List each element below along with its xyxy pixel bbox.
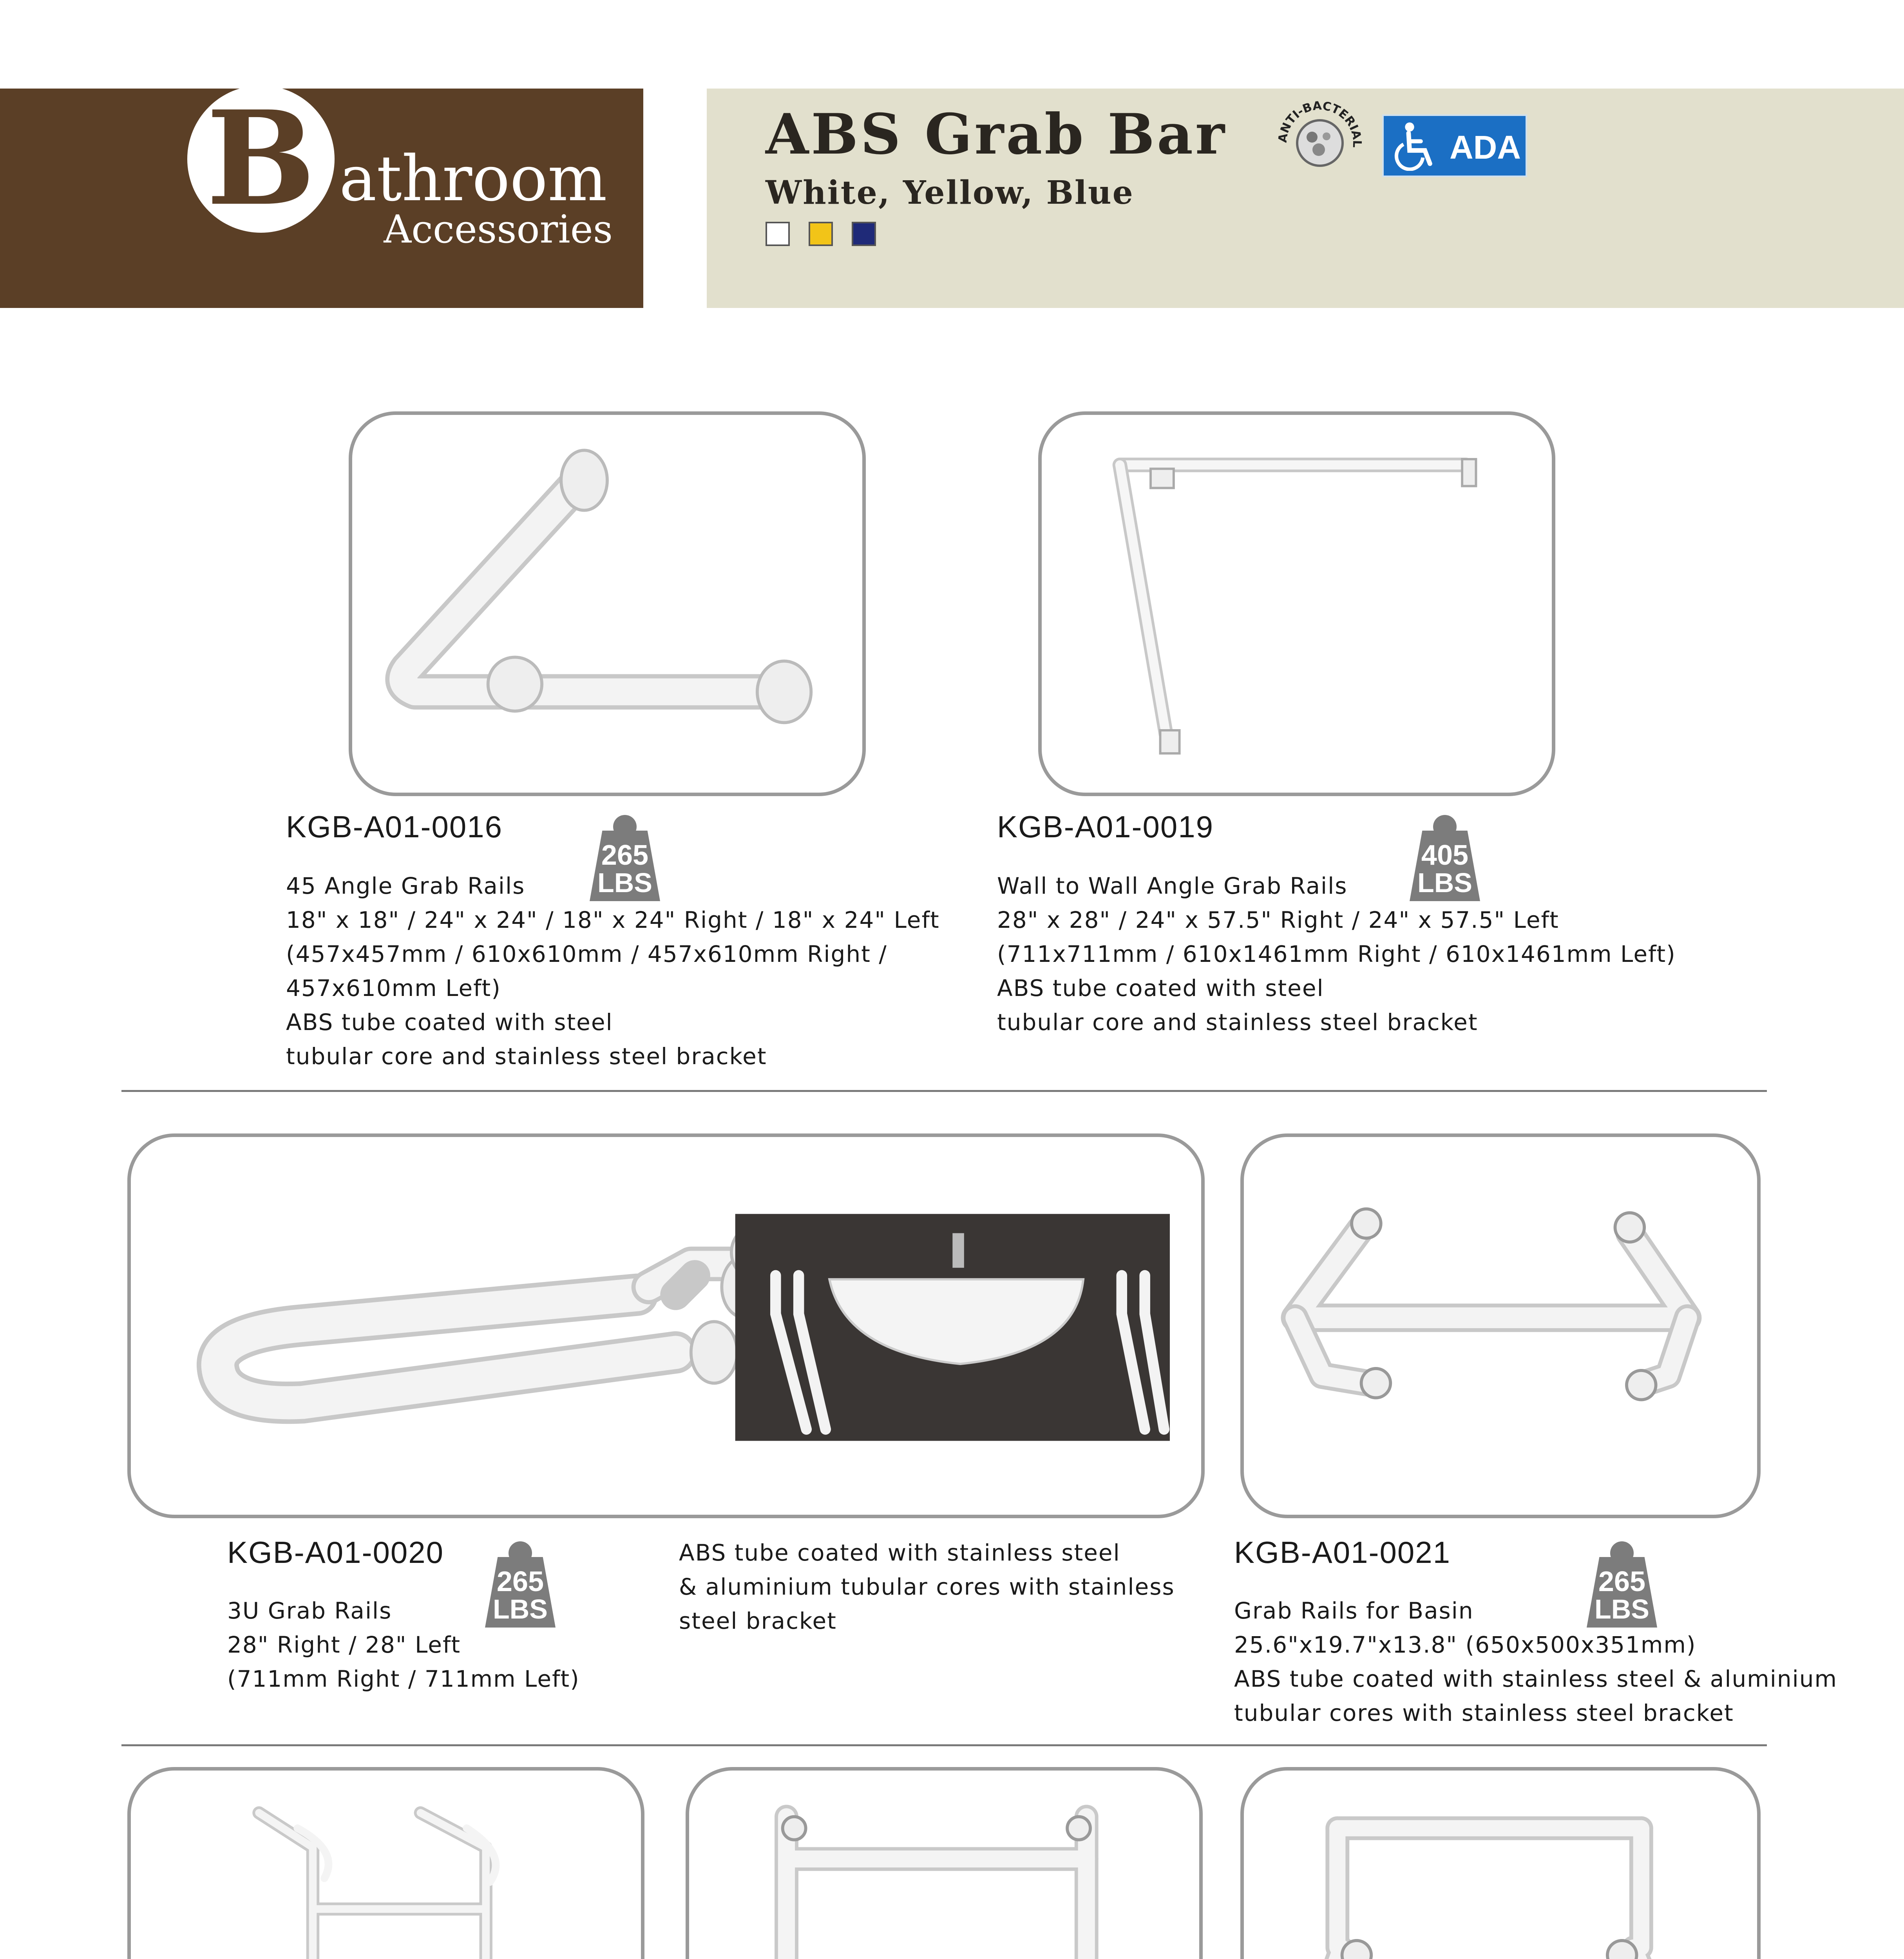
description-line: (711mm Right / 711mm Left) xyxy=(227,1666,580,1692)
weight-value: 265 xyxy=(601,840,649,871)
description-line: (457x457mm / 610x610mm / 457x610mm Right / xyxy=(286,941,887,967)
product-description xyxy=(286,869,940,1074)
description-line: ABS tube coated with stainless steel xyxy=(679,1539,1120,1566)
swatch-white xyxy=(766,222,790,246)
product-image-frame xyxy=(127,1133,1205,1518)
anti-bacterial-label: ANTI-BACTERIAL xyxy=(1276,99,1364,148)
grab-rails-basin-image xyxy=(1244,1137,1757,1515)
product-image-frame xyxy=(1240,1133,1761,1518)
description-line: steel bracket xyxy=(679,1608,837,1634)
weight-value: 405 xyxy=(1421,840,1469,871)
swatch-yellow xyxy=(809,222,833,246)
title-banner xyxy=(707,89,1904,308)
grab-bar-3u-image xyxy=(131,1137,1201,1515)
grab-bar-wall-to-wall-image xyxy=(1042,415,1552,793)
weight-unit: LBS xyxy=(493,1594,548,1624)
description-line: ABS tube coated with steel xyxy=(286,1009,613,1036)
product-description xyxy=(1234,1594,1837,1730)
weight-value: 265 xyxy=(1598,1566,1646,1597)
weight-value: 265 xyxy=(496,1566,544,1597)
weight-unit: LBS xyxy=(1417,867,1472,898)
anti-bacterial-icon xyxy=(1275,98,1365,188)
color-swatches xyxy=(766,222,895,248)
weight-unit: LBS xyxy=(1595,1594,1649,1624)
product-image-frame xyxy=(686,1767,1203,1959)
brand-initial: B xyxy=(206,82,316,234)
product-image-frame xyxy=(349,411,866,796)
section-divider xyxy=(121,1090,1767,1092)
description-line: tubular core and stainless steel bracket xyxy=(997,1009,1478,1036)
description-line: 45 Angle Grab Rails xyxy=(286,873,525,899)
product-description-extra xyxy=(679,1536,1175,1638)
section-divider xyxy=(121,1744,1767,1746)
description-line: ABS tube coated with stainless steel & aluminium xyxy=(1234,1666,1837,1692)
grab-rails-urinal-arms-image xyxy=(1244,1771,1757,1959)
wheelchair-icon xyxy=(1389,120,1440,171)
description-line: 25.6"x19.7"x13.8" (650x500x351mm) xyxy=(1234,1631,1696,1658)
brand-subtitle: Accessories xyxy=(384,207,613,252)
weight-unit: LBS xyxy=(597,867,652,898)
description-line: ABS tube coated with steel xyxy=(997,975,1324,1001)
description-line: & aluminium tubular cores with stainless xyxy=(679,1573,1175,1600)
product-code: KGB-A01-0016 xyxy=(286,809,503,844)
description-line: Wall to Wall Angle Grab Rails xyxy=(997,873,1348,899)
description-line: 457x610mm Left) xyxy=(286,975,501,1001)
grab-rails-basin-stand-image xyxy=(131,1771,641,1959)
brand-word: athroom xyxy=(339,142,607,215)
description-line: 18" x 18" / 24" x 24" / 18" x 24" Right / 18" x 24" Left xyxy=(286,907,940,933)
page-title: ABS Grab Bar xyxy=(766,102,1227,167)
ada-badge xyxy=(1382,114,1527,177)
product-code: KGB-A01-0021 xyxy=(1234,1535,1451,1570)
description-line: Grab Rails for Basin xyxy=(1234,1597,1474,1624)
product-code: KGB-A01-0020 xyxy=(227,1535,444,1570)
product-code: KGB-A01-0019 xyxy=(997,809,1214,844)
product-description xyxy=(997,869,1676,1039)
description-line: 3U Grab Rails xyxy=(227,1597,392,1624)
description-line: tubular cores with stainless steel bracket xyxy=(1234,1700,1734,1726)
description-line: 28" x 28" / 24" x 57.5" Right / 24" x 57.5" Left xyxy=(997,907,1559,933)
ada-label: ADA xyxy=(1450,129,1521,166)
description-line: tubular core and stainless steel bracket xyxy=(286,1043,767,1070)
product-image-frame xyxy=(127,1767,644,1959)
page-subtitle: White, Yellow, Blue xyxy=(766,174,1134,212)
brand-banner xyxy=(0,82,643,308)
product-image-frame xyxy=(1240,1767,1761,1959)
grab-bar-45-angle-image xyxy=(352,415,862,793)
description-line: 28" Right / 28" Left xyxy=(227,1631,461,1658)
description-line: (711x711mm / 610x1461mm Right / 610x1461mm Left) xyxy=(997,941,1676,967)
product-image-frame xyxy=(1038,411,1555,796)
brand-initial-circle xyxy=(187,82,335,234)
swatch-blue xyxy=(852,222,876,246)
grab-rails-urinal-frame-image xyxy=(689,1771,1199,1959)
product-description xyxy=(227,1594,580,1696)
